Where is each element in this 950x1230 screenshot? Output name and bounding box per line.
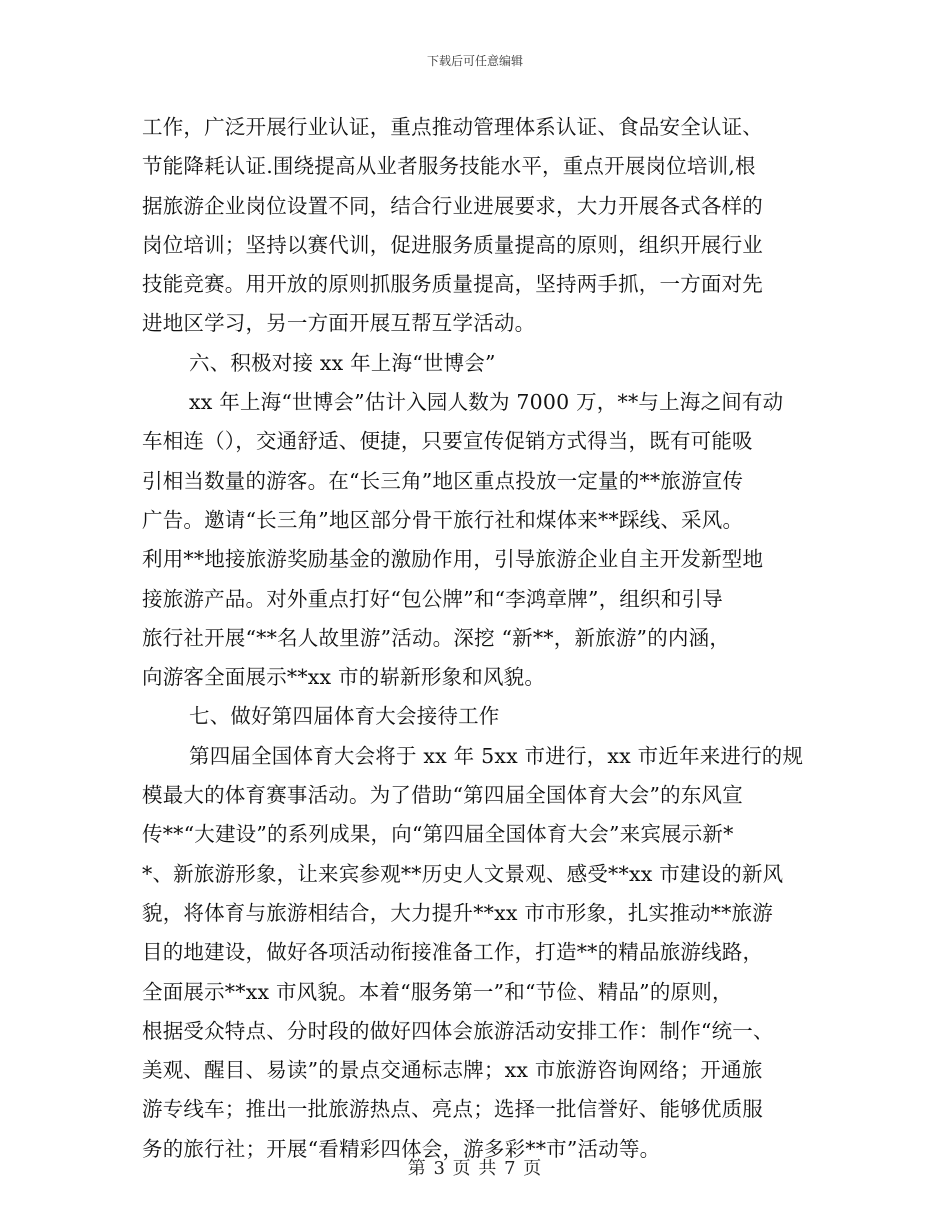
text-line: 利用**地接旅游奖励基金的激励作用，引导旅游企业自主开发新型地	[142, 547, 764, 572]
text-line: 岗位培训；坚持以赛代训，促进服务质量提高的原则，组织开展行业	[142, 232, 763, 257]
text-line: 旅行社开展“**名人故里游”活动。深挖 “新**，新旅游”的内涵，	[142, 625, 731, 650]
text-line: 六、积极对接 xx 年上海“世博会”	[189, 350, 496, 375]
text-line: 引相当数量的游客。在“长三角”地区重点投放一定量的**旅游宣传	[142, 468, 744, 493]
text-line: 节能降耗认证.围绕提高从业者服务技能水平，重点开展岗位培训,根	[142, 154, 756, 179]
text-line: 工作，广泛开展行业认证，重点推动管理体系认证、食品安全认证、	[142, 115, 763, 139]
text-line: 模最大的体育赛事活动。为了借助“第四届全国体育大会”的东风宣	[142, 783, 743, 808]
text-line: *、新旅游形象，让来宾参观**历史人文景观、感受**xx 市建设的新风	[142, 861, 784, 886]
text-line: 传**“大建设”的系列成果，向“第四届全国体育大会”来宾展示新*	[142, 822, 734, 847]
text-line: 游专线车；推出一批旅游热点、亮点；选择一批信誉好、能够优质服	[142, 1097, 763, 1122]
text-line: 进地区学习，另一方面开展互帮互学活动。	[142, 311, 536, 336]
text-line: xx 年上海“世博会”估计入园人数为 7000 万，**与上海之间有动	[189, 390, 784, 415]
text-line: 根据受众特点、分时段的做好四体会旅游活动安排工作：制作“统一、	[142, 1018, 774, 1043]
text-line: 向游客全面展示**xx 市的崭新形象和风貌。	[142, 665, 546, 690]
text-line: 接旅游产品。对外重点打好“包公牌”和“李鸿章牌”，组织和引导	[142, 586, 723, 611]
text-line: 貌，将体育与旅游相结合，大力提升**xx 市市形象，扎实推动**旅游	[142, 900, 773, 925]
text-line: 第四届全国体育大会将于 xx 年 5xx 市进行，xx 市近年来进行的规	[189, 743, 804, 768]
text-line: 全面展示**xx 市风貌。本着“服务第一”和“节俭、精品”的原则，	[142, 979, 733, 1004]
text-line: 据旅游企业岗位设置不同，结合行业进展要求，大力开展各式各样的	[142, 193, 763, 218]
document-body	[142, 113, 812, 1174]
text-line: 目的地建设，做好各项活动衔接准备工作，打造**的精品旅游线路，	[142, 940, 764, 965]
text-line: 车相连（），交通舒适、便捷，只要宣传促销方式得当，既有可能吸	[142, 429, 753, 454]
text-line: 广告。邀请“长三角”地区部分骨干旅行社和煤体来**踩线、采风。	[142, 507, 744, 532]
text-line: 技能竞赛。用开放的原则抓服务质量提高，坚持两手抓，一方面对先	[142, 272, 763, 297]
text-line: 七、做好第四届体育大会接待工作	[189, 704, 500, 729]
page-header: 下载后可任意编辑	[426, 54, 523, 68]
page-number-footer: 第 3 页 共 7 页	[407, 1158, 543, 1179]
text-line: 美观、醒目、易读”的景点交通标志牌；xx 市旅游咨询网络；开通旅	[142, 1058, 763, 1083]
text-line: 务的旅行社；开展“看精彩四体会，游多彩**市”活动等。	[142, 1136, 661, 1161]
